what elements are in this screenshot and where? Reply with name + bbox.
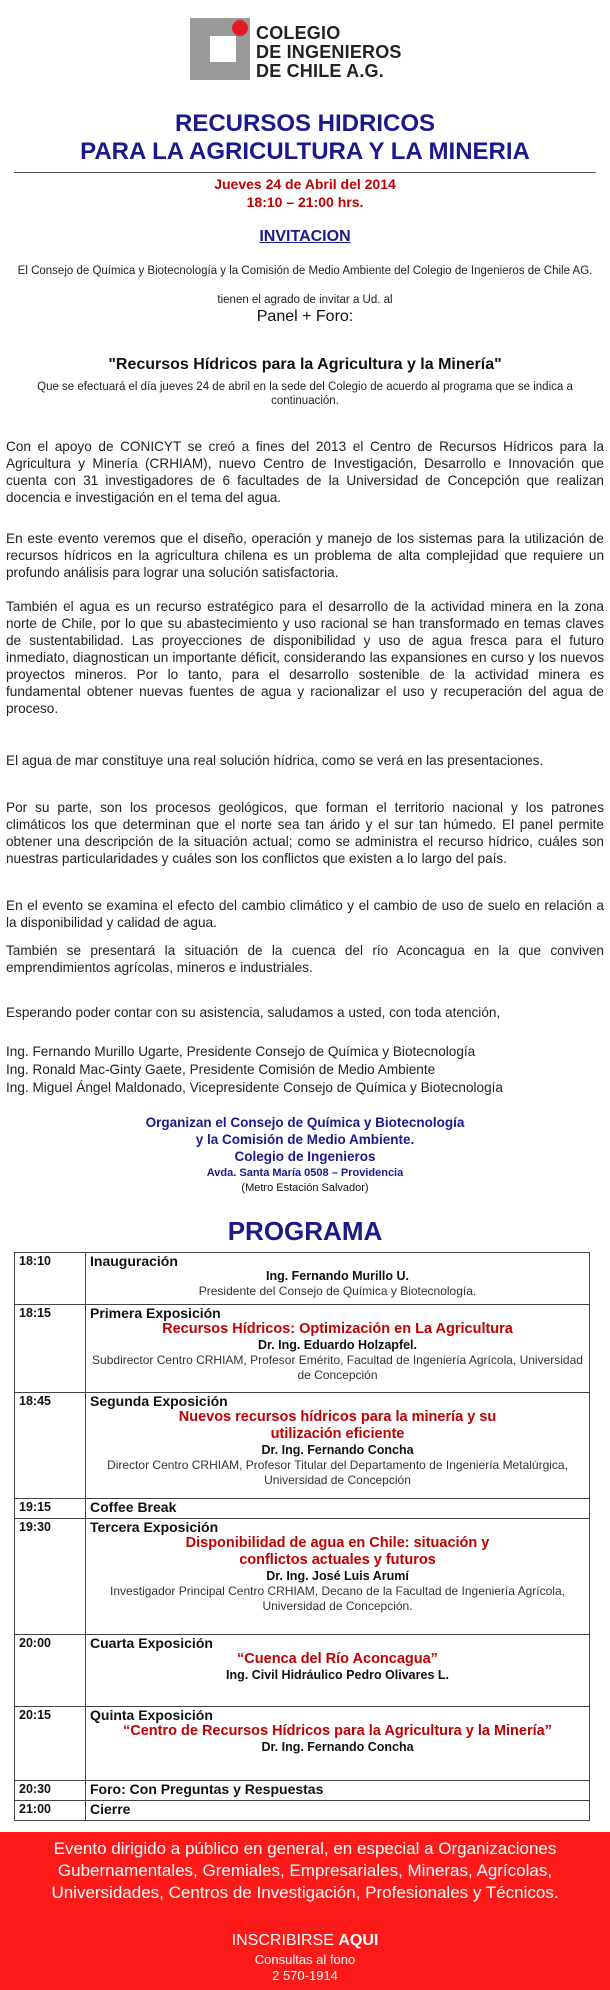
row-title: Nuevos recursos hídricos para la minería y su utilización eficiente: [178, 1409, 497, 1442]
row-title: Disponibilidad de agua en Chile: situación y conflictos actuales y futuros: [185, 1535, 490, 1568]
row-time: 19:30: [15, 1519, 86, 1635]
row-time: 18:15: [15, 1305, 86, 1393]
row-title: “Centro de Recursos Hídricos para la Agricultura y la Minería”: [123, 1723, 552, 1739]
program-heading: PROGRAMA: [227, 1216, 383, 1246]
row-content: [86, 1635, 590, 1707]
row-content: [86, 1519, 590, 1635]
invitation-intro-2: tienen el agrado de invitar a Ud. al: [217, 294, 393, 306]
register-line: [0, 1932, 610, 1950]
organizers-line2: y la Comisión de Medio Ambiente.: [195, 1132, 415, 1147]
row-content: [86, 1393, 590, 1499]
paragraph-climate: En el evento se examina el efecto del cambio climático y el cambio de uso de suelo en relación a la disponibilidad y calidad de agua.: [6, 898, 604, 930]
row-content: [86, 1801, 590, 1821]
table-row: [15, 1305, 590, 1393]
phone-number: 2 570-1914: [272, 1968, 338, 1983]
logo-text: COLEGIO DE INGENIEROS DE CHILE A.G.: [256, 23, 402, 81]
table-row: [15, 1499, 590, 1519]
table-row: [15, 1707, 590, 1781]
paragraph-aconcagua: También se presentará la situación de la cuenca del río Aconcagua en la que conviven emprendimientos agrícolas, mineros e industriales.: [6, 943, 604, 975]
row-speaker: Ing. Civil Hidráulico Pedro Olivares L.: [226, 1668, 449, 1682]
row-content: [86, 1305, 590, 1393]
organizers-address: Avda. Santa María 0508 – Providencia: [206, 1167, 404, 1179]
event-time: 18:10 – 21:00 hrs.: [246, 194, 364, 210]
row-label: Quinta Exposición: [90, 1707, 213, 1723]
row-title: Recursos Hídricos: Optimización en La Agricultura: [162, 1321, 513, 1337]
row-time: 19:15: [15, 1499, 86, 1519]
phone-block: [0, 1952, 610, 1984]
organizers-line3: Colegio de Ingenieros: [234, 1149, 376, 1164]
event-date: Jueves 24 de Abril del 2014: [214, 176, 396, 192]
row-speaker: Dr. Ing. José Luis Arumí: [266, 1569, 409, 1583]
closing-text: Esperando poder contar con su asistencia, saludamos a usted, con toda atención,: [6, 1005, 501, 1020]
row-content: [86, 1781, 590, 1801]
page-title-line1: RECURSOS HIDRICOS: [174, 110, 436, 137]
row-time: 20:00: [15, 1635, 86, 1707]
signature-2: Ing. Ronald Mac-Ginty Gaete, Presidente Comisión de Medio Ambiente: [6, 1062, 436, 1077]
row-label: Cuarta Exposición: [90, 1635, 213, 1651]
row-time: 18:10: [15, 1253, 86, 1305]
forum-title: "Recursos Hídricos para la Agricultura y la Minería": [108, 356, 502, 373]
table-row: [15, 1781, 590, 1801]
logo-dot-icon: [232, 20, 248, 36]
table-row: [15, 1519, 590, 1635]
audience-text: Evento dirigido a público en general, en especial a Organizaciones Gubernamentales, Gremiales, Empresariales, Mineras, Agrícolas, Universidades, Centros de Investigación, Profesionales y Técnicos.: [51, 1839, 559, 1902]
row-affiliation: Subdirector Centro CRHIAM, Profesor Emérito, Facultad de Ingeniería Agrícola, Universidad de Concepción: [92, 1353, 583, 1382]
row-speaker: Dr. Ing. Eduardo Holzapfel.: [257, 1338, 418, 1352]
phone-label: Consultas al fono: [254, 1952, 356, 1967]
row-label: Inauguración: [90, 1253, 178, 1269]
signature-3: Ing. Miguel Ángel Maldonado, Vicepresidente Consejo de Química y Biotecnología: [6, 1080, 503, 1095]
row-time: 20:15: [15, 1707, 86, 1781]
row-content: [86, 1707, 590, 1781]
register-text: INSCRIBIRSE: [231, 1932, 339, 1949]
table-row: [15, 1635, 590, 1707]
page-title-line2: PARA LA AGRICULTURA Y LA MINERIA: [80, 138, 530, 165]
row-label: Foro: Con Preguntas y Respuestas: [90, 1781, 324, 1797]
row-content: [86, 1499, 590, 1519]
row-speaker: Dr. Ing. Fernando Concha: [261, 1740, 414, 1754]
table-row: [15, 1253, 590, 1305]
row-time: 18:45: [15, 1393, 86, 1499]
row-label: Primera Exposición: [90, 1305, 221, 1321]
paragraph-crhiam: Con el apoyo de CONICYT se creó a fines del 2013 el Centro de Recursos Hídricos para la Agricultura y Minería (CRHIAM), nuevo Centro de Investigación, Desarrollo e Innovación que cuenta con 31 investigadores de 6 facultades de la Universidad de Concepción que realizan docencia e investigación en el tema del agua.: [6, 439, 604, 505]
paragraph-mining: También el agua es un recurso estratégico para el desarrollo de la actividad minera en la zona norte de Chile, por lo que su abastecimiento y uso racional se han transformado en temas claves de sustentabilidad. Las proyecciones de disponibilidad y uso de agua fresca para el futuro inmediato, diagnostican un importante déficit, considerando las expansiones en curso y los nuevos proyectos mineros. Por lo tanto, para el desarrollo sostenible de la actividad minera es fundamental obtener nuevas fuentes de agua y racionalizar el uso y recuperación del agua de proceso.: [6, 599, 604, 716]
table-row: [15, 1801, 590, 1821]
row-time: 21:00: [15, 1801, 86, 1821]
signature-1: Ing. Fernando Murillo Ugarte, Presidente Consejo de Química y Biotecnología: [6, 1044, 476, 1059]
paragraph-geology: Por su parte, son los procesos geológicos, que forman el territorio nacional y los patrones climáticos los que determinan que el norte sea tan árido y el sur tan húmedo. El panel permite obtener una descripción de la situación actual; como se administra el recurso hídrico, cuáles son nuestras particularidades y cuáles son los conflictos que existen a lo largo del país.: [6, 800, 604, 866]
panel-label: Panel + Foro:: [256, 308, 354, 325]
row-content: [86, 1253, 590, 1305]
invitation-heading: INVITACION: [259, 228, 351, 245]
row-label: Segunda Exposición: [90, 1393, 228, 1409]
program-table: [14, 1252, 590, 1821]
college-logo: [190, 18, 450, 90]
row-title: “Cuenca del Río Aconcagua”: [237, 1651, 438, 1667]
paragraph-seawater: El agua de mar constituye una real solución hídrica, como se verá en las presentaciones.: [6, 753, 544, 768]
footer-banner: [0, 1832, 610, 1990]
row-affiliation: Investigador Principal Centro CRHIAM, Decano de la Facultad de Ingeniería Agrícola, Universidad de Concepción.: [110, 1584, 565, 1613]
row-time: 20:30: [15, 1781, 86, 1801]
row-speaker: Ing. Fernando Murillo U.: [265, 1269, 410, 1283]
row-affiliation: Director Centro CRHIAM, Profesor Titular del Departamento de Ingeniería Metalúrgica, Universidad de Concepción: [107, 1458, 568, 1487]
table-row: [15, 1393, 590, 1499]
title-divider: [14, 172, 596, 173]
row-affiliation: Presidente del Consejo de Química y Biotecnología.: [198, 1284, 477, 1298]
venue-text: Que se efectuará el día jueves 24 de abril en la sede del Colegio de acuerdo al programa que se indica a continuación.: [37, 381, 573, 407]
paragraph-agriculture: En este evento veremos que el diseño, operación y manejo de los sistemas para la utilización de recursos hídricos en la agricultura chilena es un problema de alta complejidad que requiere un profundo análisis para lograr una solución satisfactoria.: [6, 531, 604, 580]
row-label: Tercera Exposición: [90, 1519, 219, 1535]
invitation-intro: El Consejo de Química y Biotecnología y la Comisión de Medio Ambiente del Colegio de Ingenieros de Chile AG.: [17, 265, 593, 277]
register-link[interactable]: AQUI: [338, 1932, 379, 1949]
organizers-metro: (Metro Estación Salvador): [241, 1182, 369, 1194]
row-label: Cierre: [90, 1801, 131, 1817]
organizers-line1: Organizan el Consejo de Química y Biotecnología: [145, 1115, 465, 1130]
row-label: Coffee Break: [90, 1499, 177, 1515]
row-speaker: Dr. Ing. Fernando Concha: [261, 1443, 414, 1457]
